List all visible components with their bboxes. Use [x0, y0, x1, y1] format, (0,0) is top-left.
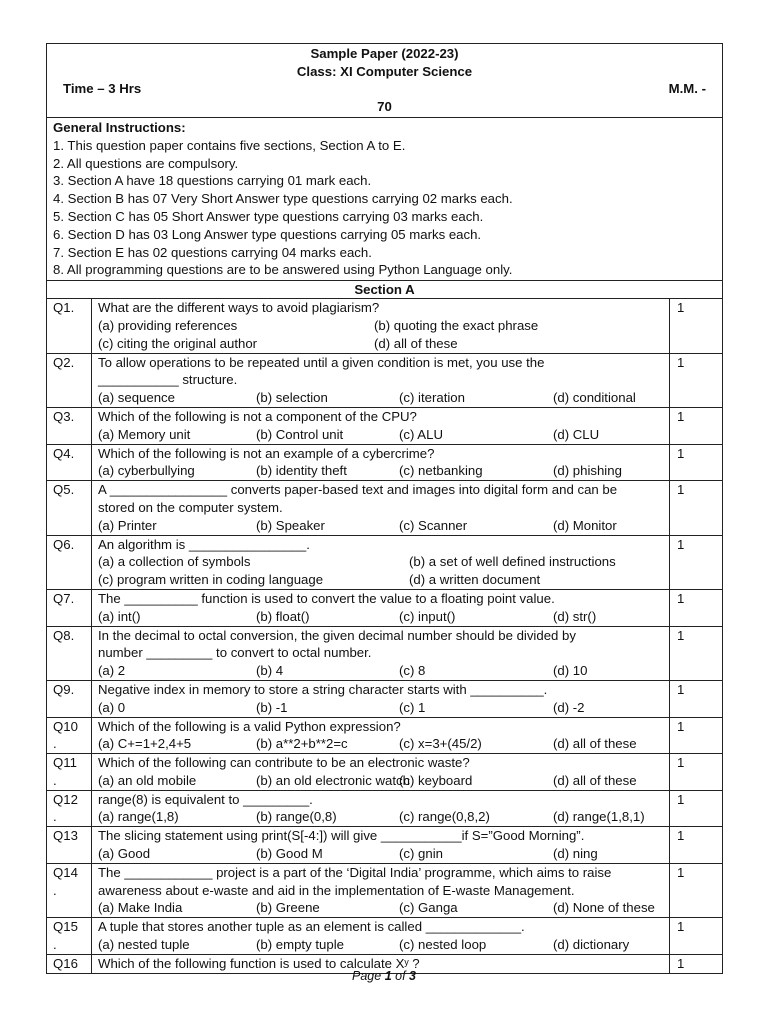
question-row	[47, 627, 722, 681]
instruction-item: 4. Section B has 07 Very Short Answer type questions carrying 02 marks each.	[53, 191, 513, 207]
question-marks: 1	[677, 300, 685, 316]
class-line: Class: XI Computer Science	[296, 64, 473, 79]
question-row	[47, 590, 722, 627]
option: (a) range(1,8)	[98, 809, 179, 825]
question-text: Negative index in memory to store a string character starts with __________.	[98, 681, 548, 697]
options-line	[98, 772, 669, 790]
option: (d) CLU	[553, 426, 600, 442]
option: (c) iteration	[399, 390, 465, 406]
question-text: To allow operations to be repeated until a given condition is met, you use the	[98, 354, 545, 370]
question-number: Q7.	[47, 590, 92, 626]
question-number: Q11 .	[47, 754, 92, 790]
option: (b) a**2+b**2=c	[256, 736, 348, 752]
question-number: Q15 .	[47, 918, 92, 954]
option: (a) Make India	[98, 900, 183, 916]
instruction-item: 8. All programming questions are to be answered using Python Language only.	[53, 262, 513, 278]
question-marks: 1	[677, 718, 685, 734]
question-row	[47, 445, 722, 482]
question-body	[92, 864, 670, 917]
options-line	[98, 735, 669, 753]
option: (b) selection	[256, 390, 328, 406]
question-body	[92, 299, 670, 352]
question-number: Q3.	[47, 408, 92, 444]
question-text: An algorithm is ________________.	[98, 536, 310, 552]
question-text: A ________________ converts paper-based text and images into digital form and can be	[98, 482, 618, 498]
option: (b) empty tuple	[256, 937, 344, 953]
max-marks-value: 70	[377, 99, 392, 114]
option: (a) C+=1+2,4+5	[98, 736, 192, 752]
option: (b) -1	[256, 699, 288, 715]
option: (c) 8	[399, 663, 426, 679]
option: (d) 10	[553, 663, 588, 679]
question-marks: 1	[677, 828, 685, 844]
question-marks: 1	[677, 536, 685, 552]
options-line	[98, 845, 669, 863]
option: (b) range(0,8)	[256, 809, 337, 825]
question-text: Which of the following is not a component of the CPU?	[98, 408, 417, 424]
question-paper	[46, 43, 723, 974]
question-body	[92, 408, 670, 444]
option: (d) str()	[553, 608, 597, 624]
option: (b) float()	[256, 608, 310, 624]
option: (b) an old electronic watch	[256, 772, 410, 788]
option: (c) x=3+(45/2)	[399, 736, 482, 752]
option: (c) program written in coding language	[98, 572, 324, 588]
options-line	[98, 662, 669, 680]
question-body	[92, 754, 670, 790]
question-body	[92, 918, 670, 954]
option: (b) quoting the exact phrase	[374, 317, 539, 333]
paper-title: Sample Paper (2022-23)	[310, 46, 459, 61]
option: (c) nested loop	[399, 937, 487, 953]
option: (c) gnin	[399, 846, 443, 862]
options-line	[98, 317, 669, 335]
option: (d) range(1,8,1)	[553, 809, 645, 825]
option: (c) keyboard	[399, 772, 473, 788]
option: (a) int()	[98, 608, 141, 624]
question-row	[47, 299, 722, 353]
option: (a) Good	[98, 846, 151, 862]
option: (b) a set of well defined instructions	[409, 554, 616, 570]
question-row	[47, 681, 722, 718]
question-body	[92, 445, 670, 481]
option: (d) None of these	[553, 900, 655, 916]
option: (b) identity theft	[256, 463, 347, 479]
option: (a) 2	[98, 663, 126, 679]
option: (c) ALU	[399, 426, 443, 442]
options-line	[98, 389, 669, 407]
question-number: Q4.	[47, 445, 92, 481]
footer-total: 3	[409, 969, 416, 983]
option: (d) phishing	[553, 463, 622, 479]
time-label: Time – 3 Hrs	[63, 81, 142, 96]
options-line	[98, 808, 669, 826]
option: (a) 0	[98, 699, 126, 715]
option: (a) Printer	[98, 517, 157, 533]
question-row	[47, 408, 722, 445]
option: (a) Memory unit	[98, 426, 191, 442]
question-text: A tuple that stores another tuple as an element is called _____________.	[98, 919, 525, 935]
option: (c) 1	[399, 699, 426, 715]
question-text: The slicing statement using print(S[-4:]) will give ___________if S=”Good Morning”.	[98, 828, 585, 844]
max-marks-label: M.M. -	[668, 81, 706, 96]
option: (c) range(0,8,2)	[399, 809, 490, 825]
question-marks: 1	[677, 955, 685, 971]
options-line	[98, 462, 669, 480]
question-text: awareness about e-waste and aid in the implementation of E-waste Management.	[98, 882, 575, 898]
question-text: The ____________ project is a part of the ‘Digital India’ programme, which aims to raise	[98, 864, 612, 880]
question-row	[47, 536, 722, 590]
option: (d) all of these	[553, 772, 637, 788]
instructions-title: General Instructions:	[53, 120, 186, 135]
option: (c) netbanking	[399, 463, 483, 479]
question-body	[92, 536, 670, 589]
question-marks: 1	[677, 627, 685, 643]
instruction-item: 2. All questions are compulsory.	[53, 155, 239, 171]
option: (c) input()	[399, 608, 456, 624]
options-line	[98, 571, 669, 589]
option: (a) a collection of symbols	[98, 554, 251, 570]
option: (a) sequence	[98, 390, 175, 406]
question-text: range(8) is equivalent to _________.	[98, 791, 313, 807]
paper-header	[47, 44, 722, 118]
question-text: What are the different ways to avoid plagiarism?	[98, 300, 380, 316]
option: (b) Greene	[256, 900, 320, 916]
question-body	[92, 827, 670, 863]
section-heading: Section A	[47, 281, 722, 299]
question-number: Q10 .	[47, 718, 92, 754]
footer-prefix: Page	[352, 969, 385, 983]
instruction-item: 5. Section C has 05 Short Answer type questions carrying 03 marks each.	[53, 208, 484, 224]
question-text: Which of the following can contribute to be an electronic waste?	[98, 755, 470, 771]
option: (d) dictionary	[553, 937, 630, 953]
question-body	[92, 590, 670, 626]
option: (b) Control unit	[256, 426, 344, 442]
option: (b) Good M	[256, 846, 323, 862]
question-marks: 1	[677, 919, 685, 935]
question-row	[47, 481, 722, 535]
question-text: Which of the following is not an example of a cybercrime?	[98, 445, 435, 461]
question-number: Q13	[47, 827, 92, 863]
question-number: Q1.	[47, 299, 92, 352]
option: (a) an old mobile	[98, 772, 197, 788]
question-marks: 1	[677, 681, 685, 697]
instruction-item: 3. Section A have 18 questions carrying 01 mark each.	[53, 173, 372, 189]
question-row	[47, 354, 722, 408]
question-marks: 1	[677, 590, 685, 606]
question-marks: 1	[677, 755, 685, 771]
option: (d) all of these	[553, 736, 637, 752]
question-text: The __________ function is used to convert the value to a floating point value.	[98, 590, 555, 606]
option: (d) ning	[553, 846, 598, 862]
question-number: Q16	[47, 955, 92, 973]
footer-page: 1	[384, 969, 392, 983]
question-body	[92, 481, 670, 534]
option: (a) cyberbullying	[98, 463, 195, 479]
options-line	[98, 899, 669, 917]
question-number: Q9.	[47, 681, 92, 717]
question-row	[47, 791, 722, 828]
option: (c) Ganga	[399, 900, 458, 916]
question-number: Q6.	[47, 536, 92, 589]
question-text: In the decimal to octal conversion, the given decimal number should be divided by	[98, 627, 576, 643]
question-row	[47, 827, 722, 864]
question-text: ___________ structure.	[98, 372, 238, 388]
general-instructions	[47, 118, 722, 281]
question-marks: 1	[677, 482, 685, 498]
question-text: Which of the following is a valid Python expression?	[98, 718, 401, 734]
question-marks: 1	[677, 445, 685, 461]
question-body	[92, 627, 670, 680]
question-row	[47, 754, 722, 791]
options-line	[98, 699, 669, 717]
option: (a) providing references	[98, 317, 238, 333]
question-marks: 1	[677, 864, 685, 880]
question-text: Which of the following function is used to calculate Xʸ ?	[98, 955, 420, 971]
question-marks: 1	[677, 408, 685, 424]
option: (d) Monitor	[553, 517, 617, 533]
question-text: stored on the computer system.	[98, 499, 283, 515]
instruction-item: 1. This question paper contains five sections, Section A to E.	[53, 137, 406, 153]
option: (b) Speaker	[256, 517, 325, 533]
question-row	[47, 864, 722, 918]
question-body	[92, 681, 670, 717]
question-list	[47, 299, 722, 972]
options-line	[98, 553, 669, 571]
options-line	[98, 335, 669, 353]
option: (d) a written document	[409, 572, 541, 588]
question-body	[92, 354, 670, 407]
options-line	[98, 936, 669, 954]
question-number: Q8.	[47, 627, 92, 680]
question-number: Q12 .	[47, 791, 92, 827]
question-number: Q14 .	[47, 864, 92, 917]
options-line	[98, 608, 669, 626]
question-row	[47, 918, 722, 955]
question-number: Q5.	[47, 481, 92, 534]
option: (d) all of these	[374, 335, 458, 351]
instruction-item: 7. Section E has 02 questions carrying 04 marks each.	[53, 244, 372, 260]
question-body	[92, 791, 670, 827]
instruction-item: 6. Section D has 03 Long Answer type questions carrying 05 marks each.	[53, 226, 482, 242]
option: (a) nested tuple	[98, 937, 190, 953]
question-marks: 1	[677, 354, 685, 370]
option: (d) conditional	[553, 390, 636, 406]
question-row	[47, 718, 722, 755]
footer-mid: of	[391, 969, 410, 983]
question-body	[92, 718, 670, 754]
page-footer	[0, 969, 768, 983]
question-marks: 1	[677, 791, 685, 807]
question-number: Q2.	[47, 354, 92, 407]
option: (c) Scanner	[399, 517, 468, 533]
option: (b) 4	[256, 663, 284, 679]
option: (d) -2	[553, 699, 585, 715]
question-text: number _________ to convert to octal number.	[98, 645, 372, 661]
options-line	[98, 517, 669, 535]
options-line	[98, 426, 669, 444]
option: (c) citing the original author	[98, 335, 258, 351]
